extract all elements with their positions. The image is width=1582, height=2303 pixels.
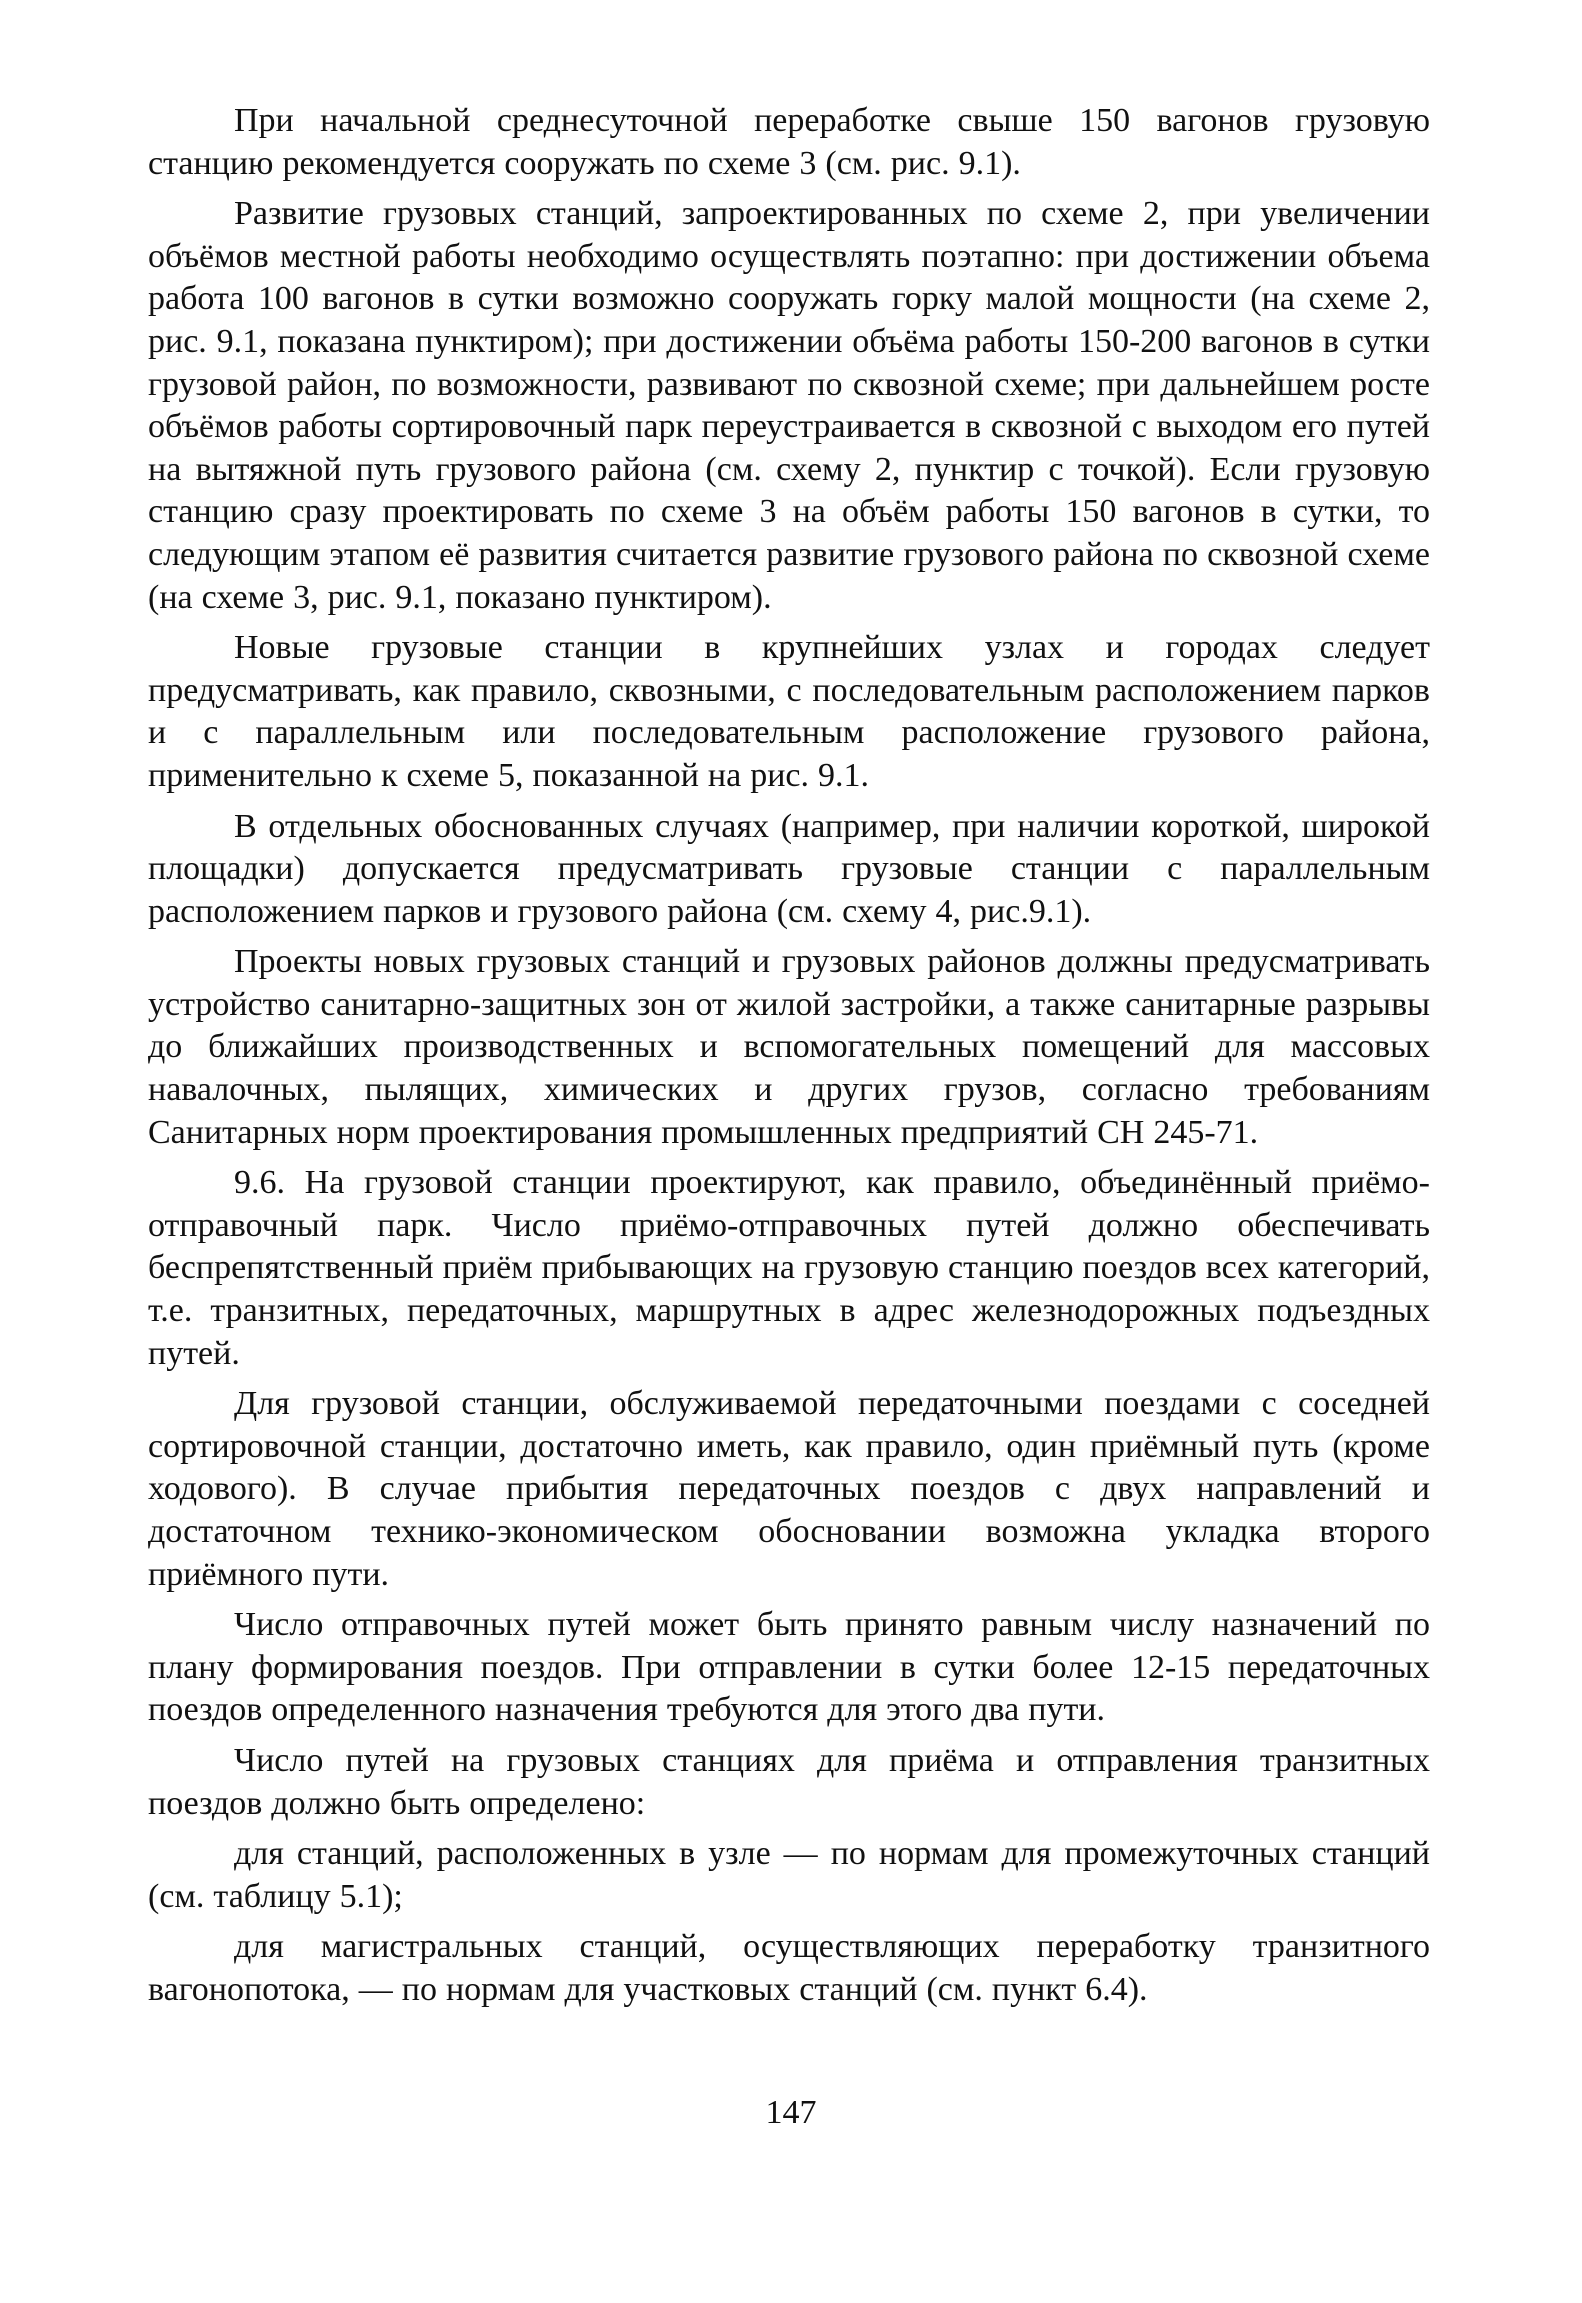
paragraph: 9.6. На грузовой станции проектируют, как правило, объединённый приёмо-отправочный парк. Число приёмо-отправочных путей должно обеспечивать беспрепятственный приём прибывающих на грузовую станцию поездов всех категорий, т.е. транзитных, передаточных, маршрутных в адрес железнодорожных подъездных путей. bbox=[148, 1164, 1430, 1372]
paragraph: для станций, расположенных в узле — по нормам для промежуточных станций (см. таблицу 5.1); bbox=[148, 1835, 1430, 1915]
paragraph: В отдельных обоснованных случаях (например, при наличии короткой, широкой площадки) допускается предусматривать грузовые станции с параллельным расположением парков и грузового района (см. схему 4, рис.9.1). bbox=[148, 807, 1430, 930]
paragraph: для магистральных станций, осуществляющих переработку транзитного вагонопотока, — по нормам для участковых станций (см. пункт 6.4). bbox=[148, 1928, 1430, 2008]
paragraph: Число путей на грузовых станциях для приёма и отправления транзитных поездов должно быть определено: bbox=[148, 1741, 1430, 1822]
paragraph: Число отправочных путей может быть принято равным числу назначений по плану формирования поездов. При отправлении в сутки более 12-15 передаточных поездов определенного назначения требуются для этого два пути. bbox=[148, 1606, 1430, 1729]
paragraph: Развитие грузовых станций, запроектированных по схеме 2, при увеличении объёмов местной работы необходимо осуществлять поэтапно: при достижении объема работа 100 вагонов в сутки возможно сооружать горку малой мощности (на схеме 2, рис. 9.1, показана пунктиром); при достижении объёма работы 150-200 вагонов в сутки грузовой район, по возможности, развивают по сквозной схеме; при дальнейшем росте объёмов работы сортировочный парк переустраивается в сквозной с выходом его путей на вытяжной путь грузового района (см. схему 2, пунктир с точкой). Если грузовую станцию сразу проектировать по схеме 3 на объём работы 150 вагонов в сутки, то следующим этапом её развития считается развитие грузового района по сквозной схеме (на схеме 3, рис. 9.1, показано пунктиром). bbox=[148, 195, 1430, 616]
body-text bbox=[148, 100, 1430, 2020]
page-number: 147 bbox=[765, 2094, 817, 2131]
paragraph: Проекты новых грузовых станций и грузовых районов должны предусматривать устройство санитарно-защитных зон от жилой застройки, а также санитарные разрывы до ближайших производственных и вспомогательных помещений для массовых навалочных, пылящих, химических и других грузов, согласно требованиям Санитарных норм проектирования промышленных предприятий СН 245-71. bbox=[148, 943, 1430, 1151]
paragraph: Для грузовой станции, обслуживаемой передаточными поездами с соседней сортировочной станции, достаточно иметь, как правило, один приёмный путь (кроме ходового). В случае прибытия передаточных поездов с двух направлений и достаточном технико-экономическом обосновании возможна укладка второго приёмного пути. bbox=[148, 1385, 1430, 1593]
paragraph: Новые грузовые станции в крупнейших узлах и городах следует предусматривать, как правило, сквозными, с последовательным расположением парков и с параллельным или последовательным расположение грузового района, применительно к схеме 5, показанной на рис. 9.1. bbox=[148, 629, 1430, 794]
paragraph: При начальной среднесуточной переработке свыше 150 вагонов грузовую станцию рекомендуется сооружать по схеме 3 (см. рис. 9.1). bbox=[148, 102, 1430, 182]
